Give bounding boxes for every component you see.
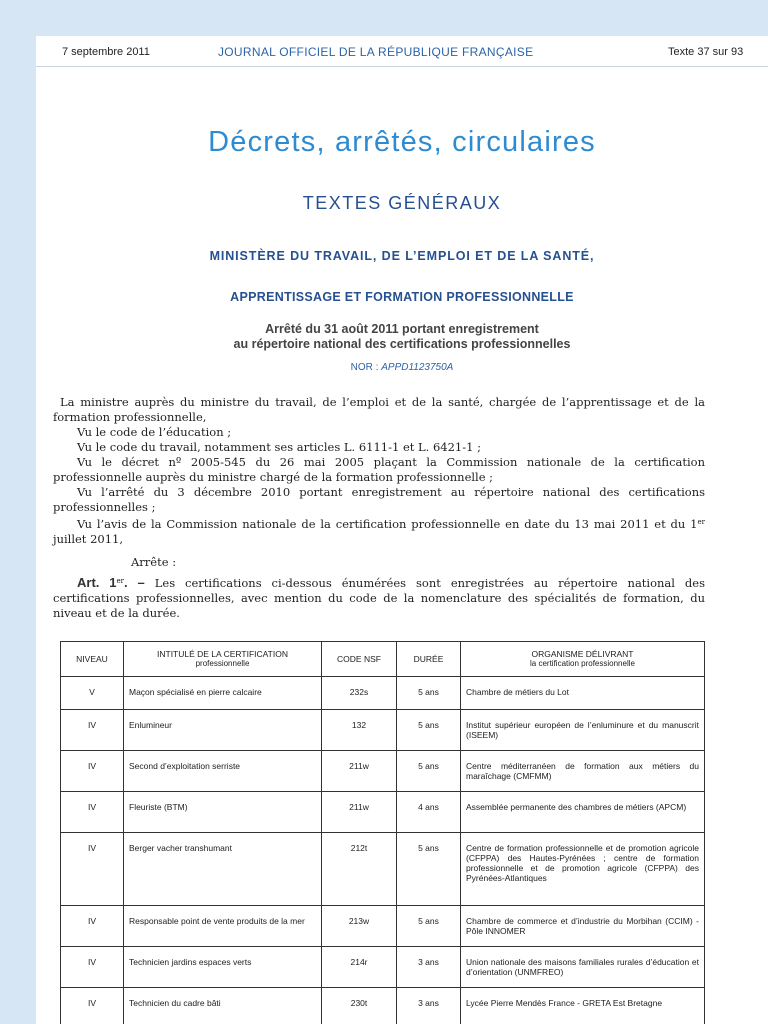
header-duree: DURÉE [397, 642, 461, 677]
decree-title-line-2: au répertoire national des certifications professionnelles [233, 337, 571, 351]
arrete-line: Arrête : [131, 555, 177, 569]
table-row [61, 792, 705, 833]
cell-organisme: Chambre de commerce et d’industrie du Morbihan (CCIM) - Pôle INNOMER [461, 906, 705, 947]
cell-intitule: Fleuriste (BTM) [124, 792, 322, 833]
cell-intitule: Technicien du cadre bâti [124, 988, 322, 1024]
header-rule [36, 66, 768, 67]
cell-intitule: Enlumineur [124, 710, 322, 751]
header-niveau: NIVEAU [61, 642, 124, 677]
cell-code-nsf: 211w [322, 751, 397, 792]
visa-text: Vu l’avis de la Commission nationale de la certification professionnelle en date du 13 mai 2011 et du 1 [77, 517, 698, 531]
main-title: Décrets, arrêtés, circulaires [208, 126, 596, 158]
cell-organisme: Lycée Pierre Mendès France - GRETA Est Bretagne [461, 988, 705, 1024]
visa-paragraph: Vu le code de l’éducation ; [77, 425, 232, 439]
table-header-row [61, 642, 705, 677]
cell-code-nsf: 213w [322, 906, 397, 947]
visa-paragraph: Vu le décret nº 2005-545 du 26 mai 2005 plaçant la Commission nationale de la certification professionnelle auprès du ministre chargé de la formation professionnelle ; [53, 455, 705, 484]
superscript: er [116, 577, 125, 585]
cell-duree: 3 ans [397, 988, 461, 1024]
ministry-title: MINISTÈRE DU TRAVAIL, DE L’EMPLOI ET DE LA SANTÉ, [209, 249, 595, 263]
visa-paragraph [53, 515, 705, 547]
cell-organisme: Assemblée permanente des chambres de métiers (APCM) [461, 792, 705, 833]
header-organisme-main: ORGANISME DÉLIVRANT [531, 649, 634, 659]
decree-title [36, 322, 768, 352]
subject-title: APPRENTISSAGE ET FORMATION PROFESSIONNELLE [230, 290, 574, 304]
cell-code-nsf: 232s [322, 677, 397, 710]
certification-table [60, 641, 705, 1024]
table-row [61, 988, 705, 1024]
cell-niveau: IV [61, 751, 124, 792]
article-text: Les certifications ci-dessous énumérées sont enregistrées au répertoire national des certifications professionnelles, avec mention du code de la nomenclature des spécialités de formation, du niveau et de la durée. [53, 576, 705, 620]
cell-code-nsf: 212t [322, 833, 397, 906]
cell-duree: 4 ans [397, 792, 461, 833]
cell-organisme: Union nationale des maisons familiales rurales d’éducation et d’orientation (UNMFREO) [461, 947, 705, 988]
cell-code-nsf: 132 [322, 710, 397, 751]
cell-duree: 5 ans [397, 677, 461, 710]
cell-intitule: Responsable point de vente produits de la mer [124, 906, 322, 947]
cell-duree: 5 ans [397, 710, 461, 751]
article-label: Art. 1 [77, 575, 117, 590]
cell-code-nsf: 214r [322, 947, 397, 988]
cell-intitule: Technicien jardins espaces verts [124, 947, 322, 988]
cell-duree: 5 ans [397, 906, 461, 947]
visa-text: juillet 2011, [53, 532, 124, 546]
article-1 [53, 574, 705, 621]
cell-organisme: Centre méditerranéen de formation aux métiers du maraîchage (CMFMM) [461, 751, 705, 792]
header-intitule-sub: professionnelle [195, 659, 250, 668]
cell-niveau: IV [61, 710, 124, 751]
cell-niveau: IV [61, 988, 124, 1024]
nor-reference [36, 362, 768, 373]
superscript: er [697, 518, 705, 526]
table-row [61, 751, 705, 792]
nor-value: APPD1123750A [381, 362, 454, 373]
cell-niveau: IV [61, 906, 124, 947]
cell-duree: 3 ans [397, 947, 461, 988]
cell-niveau: IV [61, 833, 124, 906]
document-page [36, 36, 768, 1024]
decree-title-line-1: Arrêté du 31 août 2011 portant enregistrement [265, 322, 539, 336]
nor-label: NOR : [350, 362, 379, 373]
cell-organisme: Institut supérieur européen de l’enluminure et du manuscrit (ISEEM) [461, 710, 705, 751]
running-header [36, 36, 768, 68]
visa-paragraph: Vu le code du travail, notamment ses articles L. 6111-1 et L. 6421-1 ; [77, 440, 481, 454]
publication-date: 7 septembre 2011 [62, 46, 150, 58]
table-row [61, 947, 705, 988]
journal-name: JOURNAL OFFICIEL DE LA RÉPUBLIQUE FRANÇAISE [218, 45, 534, 59]
cell-niveau: IV [61, 792, 124, 833]
cell-niveau: V [61, 677, 124, 710]
article-dash: . – [124, 575, 145, 590]
cell-code-nsf: 211w [322, 792, 397, 833]
table-row [61, 833, 705, 906]
header-organisme-sub: la certification professionnelle [530, 659, 635, 668]
header-intitule [124, 642, 322, 677]
cell-intitule: Second d’exploitation serriste [124, 751, 322, 792]
cell-organisme: Centre de formation professionnelle et de promotion agricole (CFPPA) des Hautes-Pyrénées ; centre de formation professionnelle et de promotion agricole (CFPPA) des Pyrénées-Atlantiques [461, 833, 705, 906]
header-code-nsf: CODE NSF [322, 642, 397, 677]
visa-paragraph: Vu l’arrêté du 3 décembre 2010 portant enregistrement au répertoire national des certifications professionnelles ; [53, 485, 705, 514]
header-intitule-main: INTITULÉ DE LA CERTIFICATION [157, 649, 288, 659]
cell-niveau: IV [61, 947, 124, 988]
cell-intitule: Berger vacher transhumant [124, 833, 322, 906]
table-row [61, 677, 705, 710]
page-number: Texte 37 sur 93 [668, 46, 744, 58]
table-body [61, 677, 705, 1024]
section-title: TEXTES GÉNÉRAUX [302, 193, 502, 213]
cell-duree: 5 ans [397, 833, 461, 906]
cell-duree: 5 ans [397, 751, 461, 792]
table-row [61, 710, 705, 751]
header-organisme [461, 642, 705, 677]
intro-paragraph: La ministre auprès du ministre du travail, de l’emploi et de la santé, chargée de l’apprentissage et de la formation professionnelle, [53, 395, 705, 424]
cell-organisme: Chambre de métiers du Lot [461, 677, 705, 710]
cell-code-nsf: 230t [322, 988, 397, 1024]
decree-body [53, 395, 705, 621]
cell-intitule: Maçon spécialisé en pierre calcaire [124, 677, 322, 710]
table-row [61, 906, 705, 947]
